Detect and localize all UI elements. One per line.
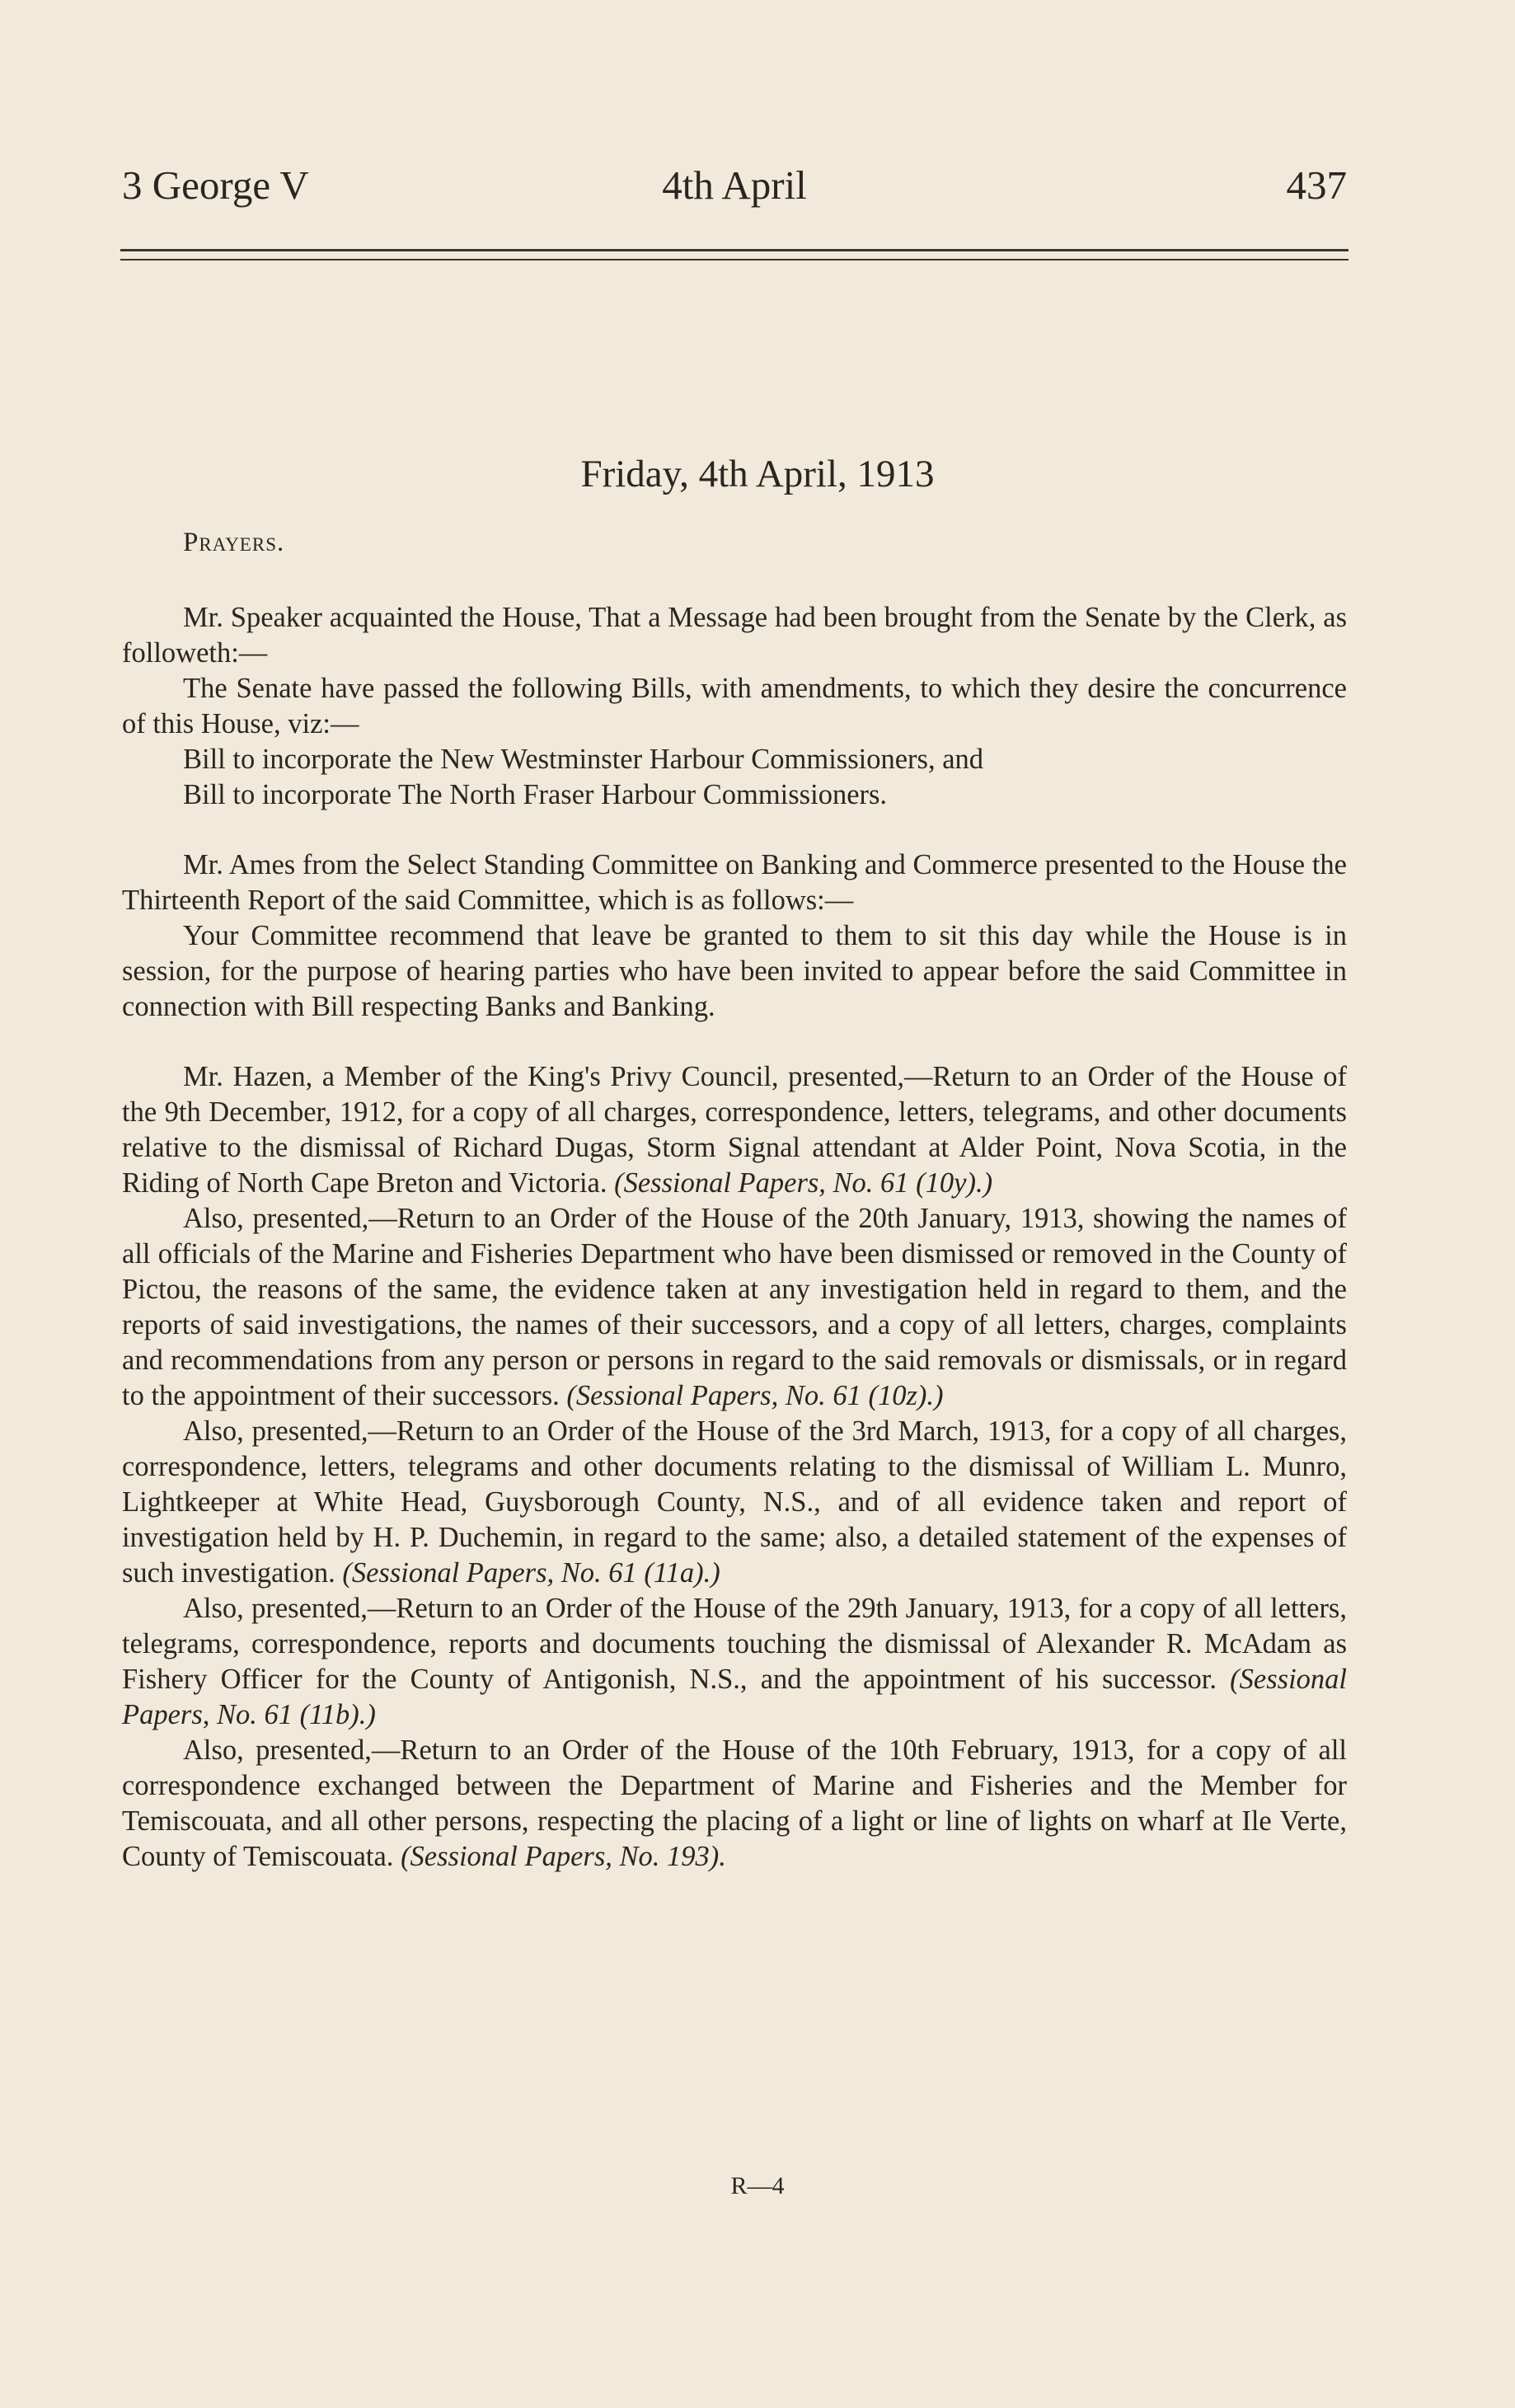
regnal-year: 3 George V — [122, 162, 309, 208]
page-number: 437 — [1286, 162, 1347, 208]
return-paragraph — [122, 1059, 1347, 1201]
return-text: Also, presented,—Return to an Order of the House of the 29th January, 1913, for a copy of all letters, telegrams, correspondence, reports and documents touching the dismissal of Alexander R. McAdam as Fishery Officer for the County of Antigonish, N.S., and the appointment of his successor. — [122, 1593, 1347, 1695]
sessional-paper-ref: (Sessional Papers, No. 61 (11a).) — [342, 1557, 720, 1589]
return-text: Also, presented,—Return to an Order of the House of the 20th January, 1913, showing the names of all officials of the Marine and Fisheries Department who have been dismissed or removed in the County of Pictou, the reasons of the same, the evidence taken at any investigation held in regard to them, and the reports of said investigations, the names of their successors, and a copy of all letters, charges, complaints and recommendations from any person or persons in regard to the said removals or dismissals, or in regard to the appointment of their successors. — [122, 1203, 1347, 1411]
header-double-rule — [120, 249, 1348, 261]
sessional-paper-ref: (Sessional Papers, No. 193). — [401, 1841, 726, 1872]
prayers-heading: Prayers. — [183, 528, 285, 557]
running-header — [122, 162, 1347, 219]
signature-mark — [0, 2172, 1515, 2200]
return-text: Mr. Hazen, a Member of the King's Privy Council, presented,—Return to an Order of the House of the 9th December, 1912, for a copy of all charges, correspondence, letters, telegrams, and other documents relative to the dismissal of Richard Dugas, Storm Signal attendant at Alder Point, Nova Scotia, in the Riding of North Cape Breton and Victoria. — [122, 1061, 1347, 1199]
sessional-paper-ref: (Sessional Papers, No. 61 (10y).) — [614, 1167, 993, 1199]
return-paragraph — [122, 1733, 1347, 1875]
senate-message-intro: Mr. Speaker acquainted the House, That a Message had been brought from the Senate by the Clerk, as followeth:— — [122, 602, 1347, 669]
bill-item: Bill to incorporate The North Fraser Harbour Commissioners. — [183, 779, 888, 810]
committee-report-text: Your Committee recommend that leave be granted to them to sit this day while the House is in session, for the purpose of hearing parties who have been invited to appear before the said Committee in connection with Bill respecting Banks and Banking. — [122, 920, 1347, 1022]
bill-item: Bill to incorporate the New Westminster Harbour Commissioners, and — [183, 744, 984, 775]
signature-mark-text: R—4 — [730, 2172, 785, 2199]
sessional-paper-ref: (Sessional Papers, No. 61 (11b).) — [122, 1664, 1347, 1730]
header-date: 4th April — [662, 162, 807, 208]
return-text: Also, presented,—Return to an Order of the House of the 10th February, 1913, for a copy of all correspondence exchanged between the Department of Marine and Fisheries and the Member for Temiscouata, and all other persons, respecting the placing of a light or line of lights on wharf at Ile Verte, County of Temiscouata. — [122, 1734, 1347, 1872]
journal-body — [122, 600, 1347, 1875]
return-paragraph — [122, 1201, 1347, 1414]
return-paragraph — [122, 1414, 1347, 1591]
committee-report-intro: Mr. Ames from the Select Standing Committee on Banking and Commerce presented to the House the Thirteenth Report of the said Committee, which is as follows:— — [122, 849, 1347, 916]
senate-message-text: The Senate have passed the following Bills, with amendments, to which they desire the concurrence of this House, viz:— — [122, 673, 1347, 739]
return-text: Also, presented,—Return to an Order of the House of the 3rd March, 1913, for a copy of all charges, correspondence, letters, telegrams and other documents relating to the dismissal of William L. Munro, Lightkeeper at White Head, Guysborough County, N.S., and of all evidence taken and report of investigation held by H. P. Duchemin, in regard to the same; also, a detailed statement of the expenses of such investigation. — [122, 1415, 1347, 1589]
sessional-paper-ref: (Sessional Papers, No. 61 (10z).) — [566, 1380, 944, 1411]
return-paragraph — [122, 1591, 1347, 1733]
sitting-date-heading: Friday, 4th April, 1913 — [580, 453, 935, 495]
